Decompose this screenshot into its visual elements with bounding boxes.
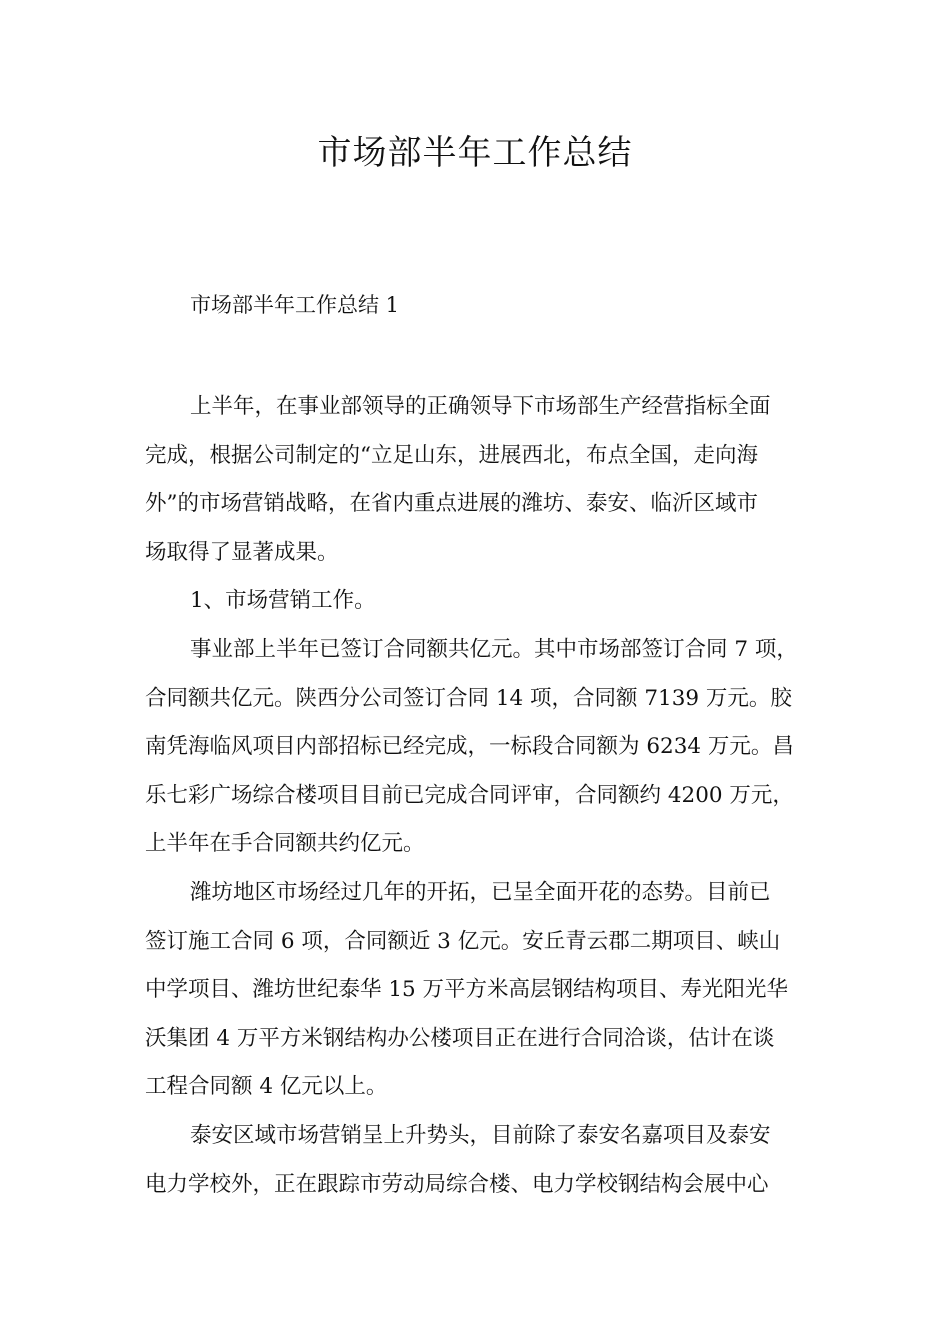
paragraph-weifang [145, 869, 815, 1112]
document-body [145, 383, 815, 1209]
paragraph-line: 泰安区域市场营销呈上升势头，目前除了泰安名嘉项目及泰安 [190, 1122, 771, 1148]
paragraph-line: 事业部上半年已签订合同额共亿元。其中市场部签订合同 7 项， [190, 636, 798, 662]
paragraph-line: 合同额共亿元。陕西分公司签订合同 14 项，合同额 7139 万元。胶 [145, 685, 792, 711]
paragraph-line: 乐七彩广场综合楼项目目前已完成合同评审，合同额约 4200 万元， [145, 782, 794, 808]
paragraph-line: 上半年，在事业部领导的正确领导下市场部生产经营指标全面 [190, 394, 771, 419]
paragraph-line: 上半年在手合同额共约亿元。 [145, 831, 425, 857]
document-title: 市场部半年工作总结 [317, 133, 633, 173]
paragraph-line: 电力学校外，正在跟踪市劳动局综合楼、电力学校钢结构会展中心 [145, 1171, 769, 1197]
paragraph-intro [145, 383, 815, 577]
paragraph-line: 沃集团 4 万平方米钢结构办公楼项目正在进行合同洽谈，估计在谈 [145, 1025, 775, 1051]
paragraph-taian [145, 1112, 815, 1209]
paragraph-line: 场取得了显著成果。 [145, 539, 339, 565]
paragraph-line: 南凭海临风项目内部招标已经完成，一标段合同额为 6234 万元。昌 [145, 734, 794, 760]
paragraph-line: 完成，根据公司制定的“立足山东，进展西北，布点全国，走向海 [145, 442, 758, 468]
section-heading-marketing [145, 577, 815, 626]
paragraph-contracts [145, 626, 815, 869]
section-subtitle: 市场部半年工作总结 1 [190, 293, 400, 317]
paragraph-line: 签订施工合同 6 项，合同额近 3 亿元。安丘青云郡二期项目、峡山 [145, 928, 781, 954]
paragraph-line: 1、市场营销工作。 [190, 588, 376, 614]
paragraph-line: 工程合同额 4 亿元以上。 [145, 1074, 388, 1100]
paragraph-line: 潍坊地区市场经过几年的开拓，已呈全面开花的态势。目前已 [190, 879, 771, 905]
paragraph-line: 外”的市场营销战略，在省内重点进展的潍坊、泰安、临沂区域市 [145, 491, 758, 517]
paragraph-line: 中学项目、潍坊世纪泰华 15 万平方米高层钢结构项目、寿光阳光华 [145, 977, 789, 1003]
